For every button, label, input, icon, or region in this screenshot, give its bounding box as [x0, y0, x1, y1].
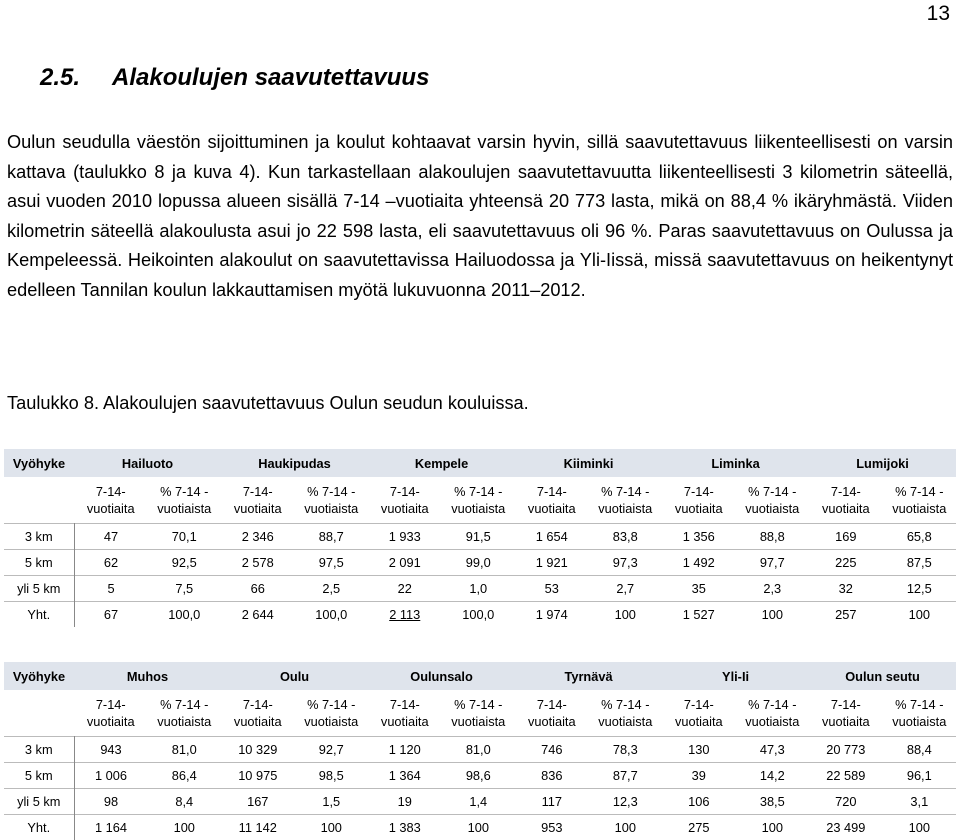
percent-cell: 38,5	[736, 789, 810, 815]
percent-cell: 81,0	[442, 737, 516, 763]
table-row	[4, 602, 956, 628]
subheader-line: % 7-14 -	[442, 696, 516, 713]
percent-cell: 100	[148, 815, 222, 840]
percent-cell: 100,0	[148, 602, 222, 628]
count-subheader	[809, 690, 883, 737]
subheader-line: vuotiaita	[515, 500, 589, 517]
subheader-line: vuotiaita	[662, 713, 736, 730]
subheader-line: 7-14-	[662, 483, 736, 500]
subheader-line: 7-14-	[515, 483, 589, 500]
percent-cell: 100	[736, 602, 810, 628]
count-subheader	[662, 690, 736, 737]
subheader-line: vuotiaista	[883, 500, 957, 517]
body-paragraph: Oulun seudulla väestön sijoittuminen ja koulut kohtaavat varsin hyvin, sillä saavutettavuus liikenteellisesti on varsin kattava (taulukko 8 ja kuva 4). Kun tarkastellaan alakoulujen saavutettavuutta liikenteellisesti 3 kilometrin säteellä, asui vuoden 2010 lopussa alueen sisällä 7-14 –vuotiaita yhteensä 20 773 lasta, mikä on 88,4 % ikäryhmästä. Viiden kilometrin säteellä alakoulusta asui jo 22 598 lasta, eli saavutettavuus oli 96 %. Paras saavutettavuus on Oulussa ja Kempeleessä. Heikointen alakoulut on saavutettavissa Hailuodossa ja Yli-Iissä, missä saavutettavuus on heikentynyt edelleen Tannilan koulun lakkauttamisen myötä lukuvuonna 2011–2012.	[7, 128, 953, 305]
count-cell: 67	[74, 602, 148, 628]
count-cell: 10 975	[221, 763, 295, 789]
count-cell: 1 383	[368, 815, 442, 840]
section-title: Alakoulujen saavutettavuus	[112, 64, 429, 91]
count-cell: 10 329	[221, 737, 295, 763]
table-row	[4, 789, 956, 815]
percent-cell: 100	[589, 815, 663, 840]
subheader-line: % 7-14 -	[148, 696, 222, 713]
section-number: 2.5.	[40, 64, 112, 92]
count-cell: 20 773	[809, 737, 883, 763]
percent-cell: 97,5	[295, 550, 369, 576]
subheader-line: % 7-14 -	[148, 483, 222, 500]
count-cell: 66	[221, 576, 295, 602]
count-cell: 1 933	[368, 524, 442, 550]
subheader-row	[4, 477, 956, 524]
count-cell: 1 164	[74, 815, 148, 840]
table-row	[4, 737, 956, 763]
municipality-header: Oulu	[221, 662, 368, 690]
subheader-line: vuotiaista	[295, 500, 369, 517]
subheader-blank	[4, 477, 74, 524]
count-cell: 2 578	[221, 550, 295, 576]
percent-subheader	[883, 477, 957, 524]
percent-cell: 12,5	[883, 576, 957, 602]
count-subheader	[221, 690, 295, 737]
percent-cell: 100,0	[295, 602, 369, 628]
percent-subheader	[295, 690, 369, 737]
header-row	[4, 662, 956, 690]
percent-subheader	[148, 477, 222, 524]
count-cell: 1 120	[368, 737, 442, 763]
municipality-header: Muhos	[74, 662, 221, 690]
percent-cell: 12,3	[589, 789, 663, 815]
subheader-line: % 7-14 -	[883, 483, 957, 500]
table-row	[4, 576, 956, 602]
subheader-line: % 7-14 -	[295, 483, 369, 500]
subheader-line: vuotiaita	[809, 500, 883, 517]
subheader-line: vuotiaista	[736, 713, 810, 730]
percent-subheader	[442, 477, 516, 524]
zone-cell: 5 km	[4, 763, 74, 789]
percent-cell: 100	[442, 815, 516, 840]
percent-cell: 65,8	[883, 524, 957, 550]
percent-cell: 99,0	[442, 550, 516, 576]
percent-cell: 2,3	[736, 576, 810, 602]
percent-cell: 88,4	[883, 737, 957, 763]
subheader-line: vuotiaista	[295, 713, 369, 730]
subheader-line: % 7-14 -	[295, 696, 369, 713]
percent-cell: 88,7	[295, 524, 369, 550]
count-subheader	[368, 690, 442, 737]
zone-cell: 3 km	[4, 524, 74, 550]
percent-cell: 47,3	[736, 737, 810, 763]
count-cell: 167	[221, 789, 295, 815]
percent-subheader	[883, 690, 957, 737]
count-cell: 746	[515, 737, 589, 763]
percent-cell: 100	[883, 815, 957, 840]
percent-cell: 86,4	[148, 763, 222, 789]
percent-subheader	[736, 477, 810, 524]
municipality-header: Kempele	[368, 449, 515, 477]
count-cell: 117	[515, 789, 589, 815]
count-subheader	[74, 477, 148, 524]
table-caption: Taulukko 8. Alakoulujen saavutettavuus Oulun seudun kouluissa.	[7, 393, 529, 414]
subheader-blank	[4, 690, 74, 737]
table-row	[4, 763, 956, 789]
percent-cell: 14,2	[736, 763, 810, 789]
count-cell: 53	[515, 576, 589, 602]
count-cell: 2 113	[368, 602, 442, 628]
percent-cell: 1,0	[442, 576, 516, 602]
zone-cell: 3 km	[4, 737, 74, 763]
zone-header: Vyöhyke	[4, 449, 74, 477]
count-cell: 19	[368, 789, 442, 815]
subheader-line: % 7-14 -	[442, 483, 516, 500]
zone-cell: 5 km	[4, 550, 74, 576]
percent-cell: 2,7	[589, 576, 663, 602]
subheader-line: vuotiaita	[74, 500, 148, 517]
municipality-header: Liminka	[662, 449, 809, 477]
count-cell: 2 091	[368, 550, 442, 576]
count-cell: 98	[74, 789, 148, 815]
count-cell: 2 644	[221, 602, 295, 628]
subheader-line: vuotiaita	[662, 500, 736, 517]
municipality-header: Haukipudas	[221, 449, 368, 477]
count-cell: 1 492	[662, 550, 736, 576]
count-cell: 32	[809, 576, 883, 602]
count-cell: 275	[662, 815, 736, 840]
percent-cell: 8,4	[148, 789, 222, 815]
percent-cell: 97,3	[589, 550, 663, 576]
percent-cell: 88,8	[736, 524, 810, 550]
subheader-line: 7-14-	[368, 696, 442, 713]
count-subheader	[221, 477, 295, 524]
count-subheader	[809, 477, 883, 524]
header-row	[4, 449, 956, 477]
count-cell: 2 346	[221, 524, 295, 550]
subheader-line: vuotiaista	[883, 713, 957, 730]
page-number: 13	[927, 2, 950, 26]
count-cell: 836	[515, 763, 589, 789]
count-cell: 35	[662, 576, 736, 602]
percent-cell: 100	[883, 602, 957, 628]
count-cell: 22 589	[809, 763, 883, 789]
percent-cell: 1,5	[295, 789, 369, 815]
subheader-line: vuotiaista	[589, 500, 663, 517]
accessibility-table-1	[4, 449, 956, 627]
subheader-line: 7-14-	[221, 483, 295, 500]
subheader-line: vuotiaita	[74, 713, 148, 730]
accessibility-table-2	[4, 662, 956, 840]
percent-cell: 98,6	[442, 763, 516, 789]
zone-cell: yli 5 km	[4, 576, 74, 602]
zone-cell: Yht.	[4, 602, 74, 628]
zone-cell: Yht.	[4, 815, 74, 840]
percent-subheader	[736, 690, 810, 737]
subheader-line: 7-14-	[74, 696, 148, 713]
table-row	[4, 815, 956, 840]
subheader-line: 7-14-	[809, 696, 883, 713]
percent-cell: 100	[589, 602, 663, 628]
subheader-line: % 7-14 -	[589, 483, 663, 500]
count-cell: 1 356	[662, 524, 736, 550]
count-subheader	[515, 477, 589, 524]
municipality-header: Oulun seutu	[809, 662, 956, 690]
percent-cell: 92,7	[295, 737, 369, 763]
percent-subheader	[295, 477, 369, 524]
subheader-line: 7-14-	[809, 483, 883, 500]
percent-cell: 100	[295, 815, 369, 840]
subheader-line: vuotiaista	[442, 500, 516, 517]
subheader-line: 7-14-	[515, 696, 589, 713]
municipality-header: Yli-Ii	[662, 662, 809, 690]
subheader-line: vuotiaita	[368, 500, 442, 517]
subheader-line: % 7-14 -	[736, 483, 810, 500]
count-subheader	[515, 690, 589, 737]
percent-cell: 3,1	[883, 789, 957, 815]
count-subheader	[368, 477, 442, 524]
percent-cell: 7,5	[148, 576, 222, 602]
percent-cell: 70,1	[148, 524, 222, 550]
municipality-header: Hailuoto	[74, 449, 221, 477]
count-subheader	[74, 690, 148, 737]
percent-subheader	[442, 690, 516, 737]
municipality-header: Kiiminki	[515, 449, 662, 477]
count-cell: 47	[74, 524, 148, 550]
subheader-line: vuotiaista	[736, 500, 810, 517]
section-heading	[40, 64, 429, 92]
count-cell: 1 974	[515, 602, 589, 628]
subheader-line: vuotiaita	[221, 500, 295, 517]
count-cell: 169	[809, 524, 883, 550]
table-row	[4, 524, 956, 550]
count-cell: 257	[809, 602, 883, 628]
subheader-line: vuotiaista	[589, 713, 663, 730]
count-subheader	[662, 477, 736, 524]
percent-cell: 91,5	[442, 524, 516, 550]
percent-cell: 96,1	[883, 763, 957, 789]
percent-cell: 83,8	[589, 524, 663, 550]
count-cell: 106	[662, 789, 736, 815]
count-cell: 1 921	[515, 550, 589, 576]
count-cell: 1 006	[74, 763, 148, 789]
count-cell: 1 654	[515, 524, 589, 550]
count-cell: 943	[74, 737, 148, 763]
percent-cell: 1,4	[442, 789, 516, 815]
count-cell: 5	[74, 576, 148, 602]
subheader-line: % 7-14 -	[736, 696, 810, 713]
subheader-line: vuotiaista	[148, 500, 222, 517]
percent-cell: 81,0	[148, 737, 222, 763]
subheader-line: vuotiaita	[221, 713, 295, 730]
zone-cell: yli 5 km	[4, 789, 74, 815]
subheader-line: % 7-14 -	[883, 696, 957, 713]
percent-cell: 92,5	[148, 550, 222, 576]
percent-cell: 100,0	[442, 602, 516, 628]
subheader-line: vuotiaita	[515, 713, 589, 730]
percent-cell: 97,7	[736, 550, 810, 576]
count-cell: 1 527	[662, 602, 736, 628]
percent-subheader	[589, 477, 663, 524]
percent-cell: 2,5	[295, 576, 369, 602]
subheader-line: vuotiaita	[368, 713, 442, 730]
subheader-line: 7-14-	[221, 696, 295, 713]
municipality-header: Oulunsalo	[368, 662, 515, 690]
count-cell: 22	[368, 576, 442, 602]
zone-header: Vyöhyke	[4, 662, 74, 690]
municipality-header: Lumijoki	[809, 449, 956, 477]
count-cell: 39	[662, 763, 736, 789]
percent-cell: 87,5	[883, 550, 957, 576]
subheader-line: vuotiaista	[442, 713, 516, 730]
count-cell: 11 142	[221, 815, 295, 840]
subheader-row	[4, 690, 956, 737]
percent-cell: 87,7	[589, 763, 663, 789]
subheader-line: % 7-14 -	[589, 696, 663, 713]
count-cell: 225	[809, 550, 883, 576]
subheader-line: vuotiaita	[809, 713, 883, 730]
count-cell: 62	[74, 550, 148, 576]
percent-cell: 98,5	[295, 763, 369, 789]
percent-cell: 78,3	[589, 737, 663, 763]
percent-subheader	[148, 690, 222, 737]
count-cell: 130	[662, 737, 736, 763]
table-row	[4, 550, 956, 576]
municipality-header: Tyrnävä	[515, 662, 662, 690]
subheader-line: 7-14-	[662, 696, 736, 713]
percent-subheader	[589, 690, 663, 737]
count-cell: 1 364	[368, 763, 442, 789]
percent-cell: 100	[736, 815, 810, 840]
subheader-line: 7-14-	[74, 483, 148, 500]
subheader-line: vuotiaista	[148, 713, 222, 730]
count-cell: 720	[809, 789, 883, 815]
count-cell: 23 499	[809, 815, 883, 840]
subheader-line: 7-14-	[368, 483, 442, 500]
count-cell: 953	[515, 815, 589, 840]
